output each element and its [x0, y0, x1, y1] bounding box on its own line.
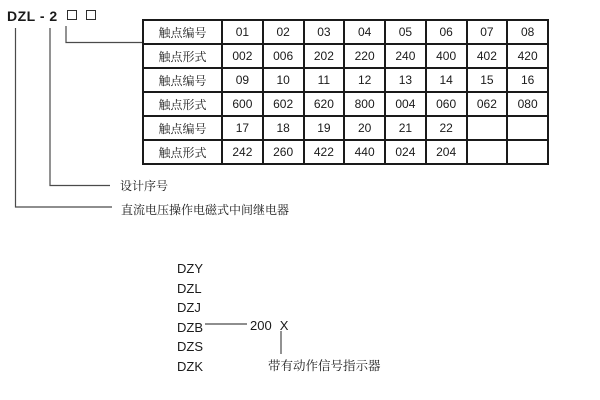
value-cell [467, 140, 508, 164]
value-cell: 002 [222, 44, 263, 68]
model-designation [7, 8, 96, 24]
value-cell: 21 [385, 116, 426, 140]
value-cell: 260 [263, 140, 304, 164]
value-cell: 204 [426, 140, 467, 164]
value-cell: 09 [222, 68, 263, 92]
contact-code-callout-line [66, 26, 142, 43]
value-cell [507, 116, 548, 140]
value-cell: 620 [304, 92, 345, 116]
table-row [143, 68, 548, 92]
row-label-cell: 触点形式 [143, 140, 222, 164]
value-cell: 01 [222, 20, 263, 44]
row-label-cell: 触点形式 [143, 44, 222, 68]
value-cell: 20 [344, 116, 385, 140]
value-cell [467, 116, 508, 140]
dzb-example-number: 200 [250, 318, 272, 333]
value-cell: 10 [263, 68, 304, 92]
value-cell: 060 [426, 92, 467, 116]
value-cell: 11 [304, 68, 345, 92]
value-cell: 16 [507, 68, 548, 92]
value-cell: 08 [507, 20, 548, 44]
value-cell: 03 [304, 20, 345, 44]
value-cell: 242 [222, 140, 263, 164]
relay-type-callout-line [16, 28, 113, 207]
value-cell: 024 [385, 140, 426, 164]
series-item-dzj: DZJ [177, 300, 201, 316]
value-cell: 600 [222, 92, 263, 116]
value-cell: 14 [426, 68, 467, 92]
value-cell: 22 [426, 116, 467, 140]
table-row [143, 92, 548, 116]
value-cell: 15 [467, 68, 508, 92]
series-item-dzy: DZY [177, 261, 203, 276]
value-cell [507, 140, 548, 164]
contact-code-table [142, 19, 549, 165]
value-cell: 420 [507, 44, 548, 68]
indicator-note-label: 带有动作信号指示器 [268, 359, 381, 373]
model-placeholder-box-1 [67, 10, 77, 20]
design-serial-label: 设计序号 [120, 179, 169, 193]
value-cell: 07 [467, 20, 508, 44]
series-list [177, 259, 203, 377]
value-cell: 02 [263, 20, 304, 44]
value-cell: 06 [426, 20, 467, 44]
model-placeholder-box-2 [86, 10, 96, 20]
table-row [143, 116, 548, 140]
series-item-dzb: DZB [177, 319, 203, 335]
model-prefix-text: DZL - 2 [7, 8, 58, 24]
value-cell: 04 [344, 20, 385, 44]
dzb-example-suffix: X [279, 318, 289, 333]
value-cell: 05 [385, 20, 426, 44]
value-cell: 13 [385, 68, 426, 92]
value-cell: 18 [263, 116, 304, 140]
table-row [143, 44, 548, 68]
row-label-cell: 触点编号 [143, 20, 222, 44]
value-cell: 240 [385, 44, 426, 68]
value-cell: 17 [222, 116, 263, 140]
row-label-cell: 触点形式 [143, 92, 222, 116]
value-cell: 422 [304, 140, 345, 164]
value-cell: 12 [344, 68, 385, 92]
series-item-dzs: DZS [177, 339, 203, 355]
value-cell: 006 [263, 44, 304, 68]
value-cell: 400 [426, 44, 467, 68]
dzb-example-value [250, 318, 288, 333]
relay-type-label: 直流电压操作电磁式中间继电器 [121, 203, 290, 217]
value-cell: 800 [344, 92, 385, 116]
value-cell: 602 [263, 92, 304, 116]
table-row [143, 20, 548, 44]
design-serial-callout-line [50, 28, 110, 186]
value-cell: 402 [467, 44, 508, 68]
series-item-dzk: DZK [177, 358, 203, 374]
row-label-cell: 触点编号 [143, 68, 222, 92]
table-row [143, 140, 548, 164]
value-cell: 080 [507, 92, 548, 116]
value-cell: 202 [304, 44, 345, 68]
row-label-cell: 触点编号 [143, 116, 222, 140]
value-cell: 440 [344, 140, 385, 164]
series-item-dzl: DZL [177, 280, 202, 296]
value-cell: 19 [304, 116, 345, 140]
value-cell: 004 [385, 92, 426, 116]
value-cell: 062 [467, 92, 508, 116]
value-cell: 220 [344, 44, 385, 68]
